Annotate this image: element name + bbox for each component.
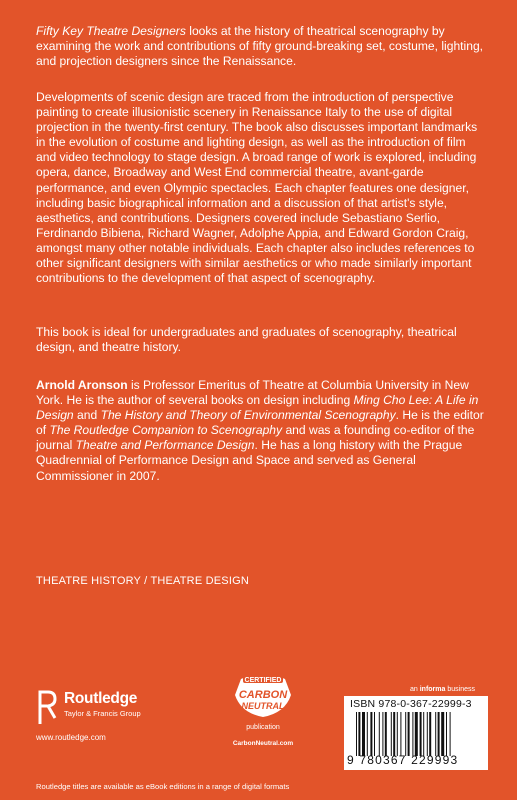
publisher-name: Routledge [64, 690, 138, 707]
routledge-r-icon [36, 688, 58, 726]
barcode-bar [397, 712, 398, 756]
bio-journal-title: Theatre and Performance Design [75, 438, 255, 453]
bio-book-title: Ming Cho Lee: A Life in Design [36, 393, 479, 423]
barcode-bar [420, 712, 422, 756]
barcode-bar [446, 712, 447, 756]
barcode-bar [379, 712, 380, 756]
publisher-logo [36, 688, 186, 748]
bio-text: and was a founding co-editor of the journal [36, 423, 475, 453]
barcode-bar [412, 712, 413, 756]
barcode-bar [435, 712, 436, 756]
bio-text: and [73, 408, 101, 423]
barcode-bar [370, 712, 372, 756]
description-paragraph-2 [36, 90, 488, 286]
isbn-barcode [344, 696, 488, 770]
ebook-note: Routledge titles are available as eBook editions in a range of digital formats [36, 782, 290, 791]
author-name: Arnold Aronson [36, 378, 128, 392]
isbn-label: ISBN 978-0-367-22999-3 [350, 698, 472, 710]
description-paragraph-3 [36, 325, 488, 355]
subject-category: THEATRE HISTORY / THEATRE DESIGN [36, 575, 249, 587]
barcode-bar [358, 712, 360, 756]
barcode-bar [391, 712, 392, 756]
barcode-bar [450, 712, 451, 756]
barcode-bar [427, 712, 428, 756]
barcode-bar [374, 712, 375, 756]
barcode-bar [362, 712, 365, 756]
description-paragraph-1 [36, 24, 488, 69]
description-text-3: This book is ideal for undergraduates and graduates of scenography, theatrical design, and theatre history. [36, 325, 457, 355]
seal-neutral: NEUTRAL [241, 701, 285, 711]
author-bio [36, 378, 488, 484]
barcode-bar [415, 712, 418, 756]
carbon-neutral-seal [223, 665, 303, 775]
barcode-bar [429, 712, 431, 756]
barcode-bar [367, 712, 368, 756]
publisher-group: Taylor & Francis Group [64, 709, 141, 718]
seal-carbon: CARBON [238, 689, 288, 701]
informa-business: an informa business [410, 686, 475, 693]
barcode-bar [400, 712, 401, 756]
barcode-bar [356, 712, 357, 756]
carbon-neutral-site: CarbonNeutral.com [232, 740, 294, 747]
publisher-url: www.routledge.com [36, 733, 106, 742]
description-text-2: Developments of scenic design are traced from the introduction of perspective painting to create illusionistic scenery in Renaissance Italy to the use of digital projection in the twenty-first century. The book also discusses important landmarks in the evolution of costume and lighting design, as well as the introduction of film and video technology to stage design. A broad range of work is explored, including opera, dance, Broadway and West End commercial theatre, avant-garde performance, and even Olympic spectacles. Each chapter features one designer, including basic biographical information and a discussion of that artist's style, aesthetics, and contributions. Designers covered include Sebastiano Serlio, Ferdinando Bibiena, Richard Wagner, Adolphe Appia, and Edward Gordon Craig, amongst many other notable individuals. Each chapter also includes references to other significant designers with similar aesthetics or who made similarly important contributions to the development of that aspect of scenography. [36, 90, 478, 286]
barcode-bar [408, 712, 410, 756]
bio-book-title: The History and Theory of Environmental Scenography [100, 408, 396, 423]
seal-publication: publication [246, 724, 280, 731]
barcode-bar [441, 712, 444, 756]
barcode-bar [382, 712, 383, 756]
description-text-1: looks at the history of theatrical scenography by examining the work and contributions of fifty ground-breaking set, costume, lighting, and projection designers since the Renaissance. [36, 24, 484, 69]
barcode-bar [423, 712, 424, 756]
bio-book-title: The Routledge Companion to Scenography [49, 423, 283, 438]
barcode-bars [356, 712, 482, 756]
informa-brand: informa [419, 686, 446, 693]
bio-text: . He is the editor of [36, 408, 484, 438]
bio-text: . He has a long history with the Prague Quadrennial of Performance Design and Space and served as General Commissioner in 2007. [36, 438, 463, 483]
book-title: Fifty Key Theatre Designers [36, 24, 186, 38]
barcode-bar [438, 712, 440, 756]
seal-certified: CERTIFIED [244, 677, 282, 684]
barcode-number: 9 780367 229993 [347, 753, 459, 767]
barcode-bar [393, 712, 395, 756]
barcode-bar [405, 712, 406, 756]
barcode-bar [385, 712, 387, 756]
bio-text: is Professor Emeritus of Theatre at Columbia University in New York. He is the author of several books on design including [36, 378, 469, 408]
